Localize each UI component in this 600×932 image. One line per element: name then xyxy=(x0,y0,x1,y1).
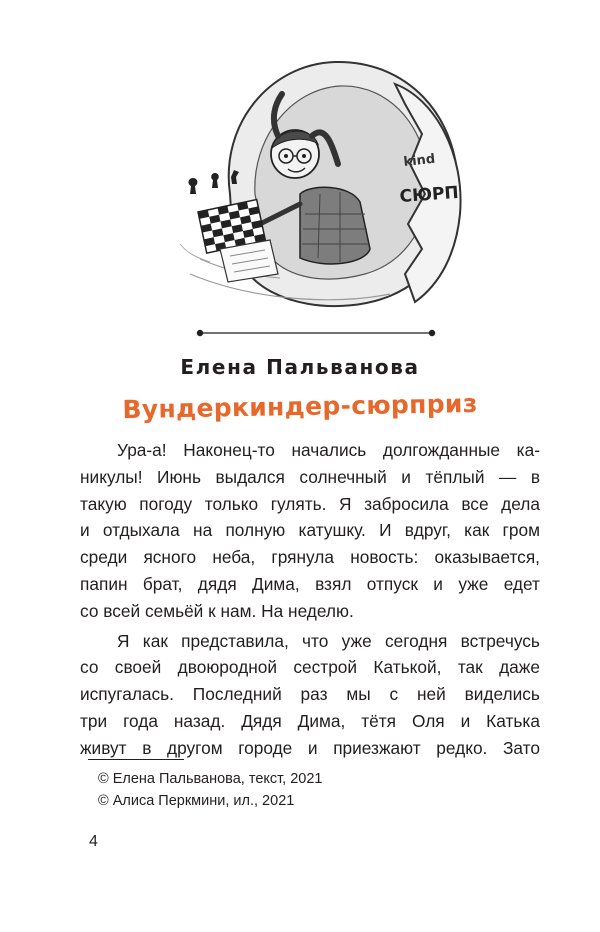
footnote-rule xyxy=(88,759,184,760)
word: только xyxy=(204,493,259,514)
word: сестрой xyxy=(293,657,358,678)
word: папин xyxy=(80,573,128,594)
story-text xyxy=(80,437,540,765)
word: дядя xyxy=(197,573,237,594)
footnote-text-copyright: © Елена Пальванова, текст, 2021 xyxy=(98,771,323,787)
text-line xyxy=(80,598,540,625)
word: и xyxy=(433,573,443,594)
word: взял xyxy=(315,573,352,594)
word: как xyxy=(142,630,168,651)
wrapper-text-kind: kind xyxy=(402,151,436,170)
word: отдыхала xyxy=(102,520,180,541)
word: уже xyxy=(458,573,489,594)
word: живут xyxy=(80,737,127,758)
word: такую xyxy=(80,493,127,514)
word: со всей семьёй к нам. На неделю. xyxy=(80,600,354,621)
word: дела xyxy=(501,493,540,514)
text-line xyxy=(80,654,540,681)
word: встречусь xyxy=(460,630,540,651)
footnotes xyxy=(98,768,323,812)
word: со xyxy=(80,657,99,678)
word: Наконец-то xyxy=(183,440,275,460)
word: отпуск xyxy=(366,573,418,594)
word: — xyxy=(499,466,517,487)
word: на xyxy=(193,520,213,541)
wrapper-text-surprise: СЮРП xyxy=(398,182,460,207)
text-line xyxy=(80,571,540,598)
word: Я xyxy=(339,493,352,514)
word: назад. xyxy=(173,710,226,731)
text-line xyxy=(80,464,540,491)
word: никулы! xyxy=(80,466,143,487)
word: раз xyxy=(300,684,328,705)
word: Последний xyxy=(192,684,282,705)
girl-in-kinder-egg-illustration xyxy=(160,44,480,324)
word: оказывается, xyxy=(434,547,540,568)
word: и xyxy=(80,520,90,541)
word: Ура-а! xyxy=(117,440,167,460)
word: полную xyxy=(225,520,286,541)
word: уже xyxy=(341,630,372,651)
story-title: Вундеркиндер-сюрприз xyxy=(122,388,478,425)
word: катушку. xyxy=(298,520,366,541)
word: Дядя xyxy=(241,710,282,731)
word: и xyxy=(460,710,471,731)
word: мы xyxy=(346,684,371,705)
word: неба, xyxy=(212,547,256,568)
word: городе xyxy=(238,737,293,758)
word: ка- xyxy=(516,440,540,460)
paragraph xyxy=(80,628,540,762)
word: вдруг, xyxy=(404,520,451,541)
word: виделись xyxy=(464,684,540,705)
text-line xyxy=(80,681,540,708)
word: и xyxy=(307,737,318,758)
word: и xyxy=(401,466,411,487)
word: И xyxy=(379,520,392,541)
text-line xyxy=(80,544,540,571)
text-line xyxy=(80,735,540,762)
word: Зато xyxy=(502,737,540,758)
text-line xyxy=(80,708,540,735)
footnote-illustration-copyright: © Алиса Перкмини, ил., 2021 xyxy=(98,793,295,809)
word: что xyxy=(302,630,329,651)
word: своей xyxy=(114,657,162,678)
word: другом xyxy=(167,737,223,758)
word: тёплый xyxy=(425,466,485,487)
page-number: 4 xyxy=(89,833,98,850)
word: погоду xyxy=(139,493,193,514)
word: испугалась. xyxy=(80,684,174,705)
word: так xyxy=(457,657,483,678)
word: ней xyxy=(416,684,446,705)
word: гулять. xyxy=(270,493,327,514)
word: долгожданные xyxy=(382,440,501,460)
word: года xyxy=(123,710,158,731)
word: с xyxy=(389,684,399,705)
word: все xyxy=(461,493,489,514)
text-line xyxy=(80,628,540,655)
word: Июнь xyxy=(157,466,201,487)
word: забросила xyxy=(364,493,449,514)
text-line xyxy=(80,437,540,464)
text-line xyxy=(80,517,540,544)
word: редко. xyxy=(436,737,488,758)
word: Катька xyxy=(486,710,540,731)
word: Дима, xyxy=(297,710,346,731)
paragraph xyxy=(80,437,540,625)
word: солнечный xyxy=(299,466,387,487)
word: новость: xyxy=(350,547,419,568)
word: Дима, xyxy=(252,573,300,594)
word: представила, xyxy=(181,630,289,651)
chess-piece-icon xyxy=(189,178,198,194)
word: приезжают xyxy=(333,737,421,758)
divider xyxy=(196,329,436,337)
word: в xyxy=(142,737,152,758)
text-line xyxy=(80,491,540,518)
word: гром xyxy=(502,520,540,541)
word: Катькой, xyxy=(373,657,442,678)
word: три xyxy=(80,710,108,731)
word: брат, xyxy=(142,573,183,594)
word: едет xyxy=(503,573,540,594)
word: даже xyxy=(499,657,540,678)
chess-piece-icon xyxy=(211,173,218,188)
word: начались xyxy=(291,440,367,460)
word: тётя xyxy=(361,710,397,731)
word: как xyxy=(464,520,490,541)
word: выдался xyxy=(215,466,285,487)
author-name: Елена Пальванова xyxy=(180,355,420,379)
word: Я xyxy=(117,630,130,651)
word: ясного xyxy=(143,547,197,568)
word: Оля xyxy=(411,710,445,731)
word: среди xyxy=(80,547,128,568)
word: сегодня xyxy=(384,630,448,651)
word: в xyxy=(530,466,540,487)
word: грянула xyxy=(271,547,334,568)
word: двоюродной xyxy=(177,657,278,678)
